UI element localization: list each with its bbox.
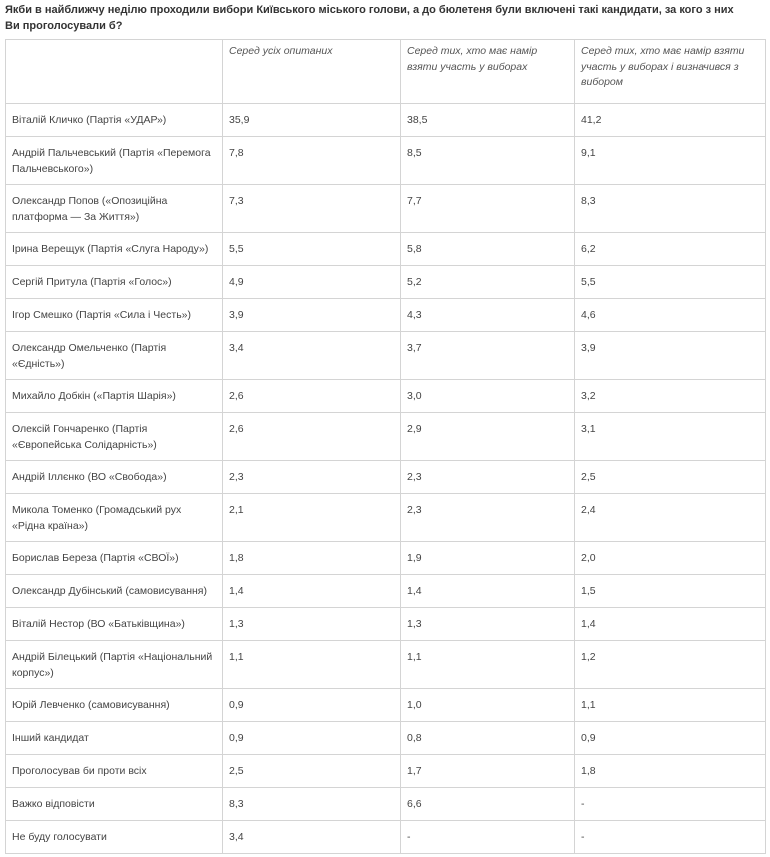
candidate-name: Микола Томенко (Громадський рух «Рідна країна»): [6, 494, 223, 542]
value-decided-voters: 2,0: [575, 542, 766, 575]
candidate-name: Проголосував би проти всіх: [6, 755, 223, 788]
value-decided-voters: 1,2: [575, 641, 766, 689]
value-all-respondents: 8,3: [223, 788, 401, 821]
value-intending-voters: 0,8: [401, 722, 575, 755]
value-decided-voters: 2,4: [575, 494, 766, 542]
candidate-name: Не буду голосувати: [6, 821, 223, 854]
table-row: [6, 641, 766, 689]
candidate-name: Олександр Омельченко (Партія «Єдність»): [6, 332, 223, 380]
value-decided-voters: 1,4: [575, 608, 766, 641]
table-row: [6, 413, 766, 461]
value-intending-voters: 1,0: [401, 689, 575, 722]
value-all-respondents: 2,6: [223, 413, 401, 461]
value-decided-voters: 2,5: [575, 461, 766, 494]
value-all-respondents: 0,9: [223, 722, 401, 755]
value-decided-voters: 1,5: [575, 575, 766, 608]
value-all-respondents: 2,1: [223, 494, 401, 542]
candidate-name: Олександр Попов («Опозиційна платформа — За Життя»): [6, 185, 223, 233]
table-body: [6, 104, 766, 854]
header-candidate: [6, 40, 223, 104]
header-all-respondents: Серед усіх опитаних: [223, 40, 401, 104]
header-decided-voters: Серед тих, хто має намір взяти участь у виборах і визначився з вибором: [575, 40, 766, 104]
table-row: [6, 266, 766, 299]
value-decided-voters: 3,2: [575, 380, 766, 413]
table-header-row: [6, 40, 766, 104]
candidate-name: Андрій Іллєнко (ВО «Свобода»): [6, 461, 223, 494]
value-intending-voters: 1,3: [401, 608, 575, 641]
value-intending-voters: 2,9: [401, 413, 575, 461]
table-row: [6, 722, 766, 755]
value-all-respondents: 7,3: [223, 185, 401, 233]
value-all-respondents: 2,6: [223, 380, 401, 413]
value-intending-voters: 8,5: [401, 137, 575, 185]
value-decided-voters: 9,1: [575, 137, 766, 185]
candidate-name: Віталій Нестор (ВО «Батьківщина»): [6, 608, 223, 641]
value-all-respondents: 3,4: [223, 821, 401, 854]
value-all-respondents: 1,3: [223, 608, 401, 641]
table-row: [6, 689, 766, 722]
value-all-respondents: 0,9: [223, 689, 401, 722]
value-intending-voters: 38,5: [401, 104, 575, 137]
candidate-name: Олександр Дубінський (самовисування): [6, 575, 223, 608]
candidate-name: Віталій Кличко (Партія «УДАР»): [6, 104, 223, 137]
value-all-respondents: 1,8: [223, 542, 401, 575]
value-decided-voters: -: [575, 821, 766, 854]
candidate-name: Андрій Пальчевський (Партія «Перемога Пальчевського»): [6, 137, 223, 185]
candidate-name: Ірина Верещук (Партія «Слуга Народу»): [6, 233, 223, 266]
value-all-respondents: 35,9: [223, 104, 401, 137]
value-intending-voters: 6,6: [401, 788, 575, 821]
value-all-respondents: 2,5: [223, 755, 401, 788]
value-decided-voters: 4,6: [575, 299, 766, 332]
candidate-name: Інший кандидат: [6, 722, 223, 755]
value-intending-voters: 1,4: [401, 575, 575, 608]
table-row: [6, 380, 766, 413]
table-row: [6, 104, 766, 137]
header-intending-voters: Серед тих, хто має намір взяти участь у виборах: [401, 40, 575, 104]
value-decided-voters: 1,1: [575, 689, 766, 722]
value-intending-voters: 1,9: [401, 542, 575, 575]
table-row: [6, 332, 766, 380]
results-table: [5, 39, 766, 854]
value-decided-voters: 6,2: [575, 233, 766, 266]
value-all-respondents: 1,4: [223, 575, 401, 608]
candidate-name: Михайло Добкін («Партія Шарія»): [6, 380, 223, 413]
table-row: [6, 575, 766, 608]
value-all-respondents: 1,1: [223, 641, 401, 689]
value-decided-voters: 1,8: [575, 755, 766, 788]
table-row: [6, 542, 766, 575]
value-intending-voters: 1,1: [401, 641, 575, 689]
value-decided-voters: 3,9: [575, 332, 766, 380]
value-intending-voters: 7,7: [401, 185, 575, 233]
candidate-name: Борислав Береза (Партія «СВОЇ»): [6, 542, 223, 575]
value-intending-voters: 5,8: [401, 233, 575, 266]
value-decided-voters: 8,3: [575, 185, 766, 233]
table-row: [6, 233, 766, 266]
value-decided-voters: -: [575, 788, 766, 821]
candidate-name: Сергій Притула (Партія «Голос»): [6, 266, 223, 299]
value-all-respondents: 5,5: [223, 233, 401, 266]
value-intending-voters: 5,2: [401, 266, 575, 299]
value-intending-voters: 4,3: [401, 299, 575, 332]
table-row: [6, 299, 766, 332]
value-decided-voters: 41,2: [575, 104, 766, 137]
table-row: [6, 755, 766, 788]
value-intending-voters: 3,0: [401, 380, 575, 413]
value-decided-voters: 0,9: [575, 722, 766, 755]
candidate-name: Ігор Смешко (Партія «Сила і Честь»): [6, 299, 223, 332]
value-all-respondents: 2,3: [223, 461, 401, 494]
value-intending-voters: 3,7: [401, 332, 575, 380]
table-row: [6, 821, 766, 854]
candidate-name: Юрій Левченко (самовисування): [6, 689, 223, 722]
value-intending-voters: 1,7: [401, 755, 575, 788]
value-all-respondents: 4,9: [223, 266, 401, 299]
survey-question: Якби в найближчу неділю проходили вибори Київського міського голови, а до бюлетеня були включені такі кандидати, за кого з них Ви проголосували б?: [5, 4, 734, 32]
value-all-respondents: 3,9: [223, 299, 401, 332]
table-row: [6, 494, 766, 542]
value-decided-voters: 3,1: [575, 413, 766, 461]
candidate-name: Олексій Гончаренко (Партія «Європейська Солідарність»): [6, 413, 223, 461]
table-row: [6, 137, 766, 185]
value-all-respondents: 3,4: [223, 332, 401, 380]
value-all-respondents: 7,8: [223, 137, 401, 185]
value-intending-voters: -: [401, 821, 575, 854]
table-row: [6, 788, 766, 821]
table-row: [6, 608, 766, 641]
table-row: [6, 461, 766, 494]
value-intending-voters: 2,3: [401, 494, 575, 542]
table-row: [6, 185, 766, 233]
value-decided-voters: 5,5: [575, 266, 766, 299]
value-intending-voters: 2,3: [401, 461, 575, 494]
candidate-name: Андрій Білецький (Партія «Національний корпус»): [6, 641, 223, 689]
candidate-name: Важко відповісти: [6, 788, 223, 821]
